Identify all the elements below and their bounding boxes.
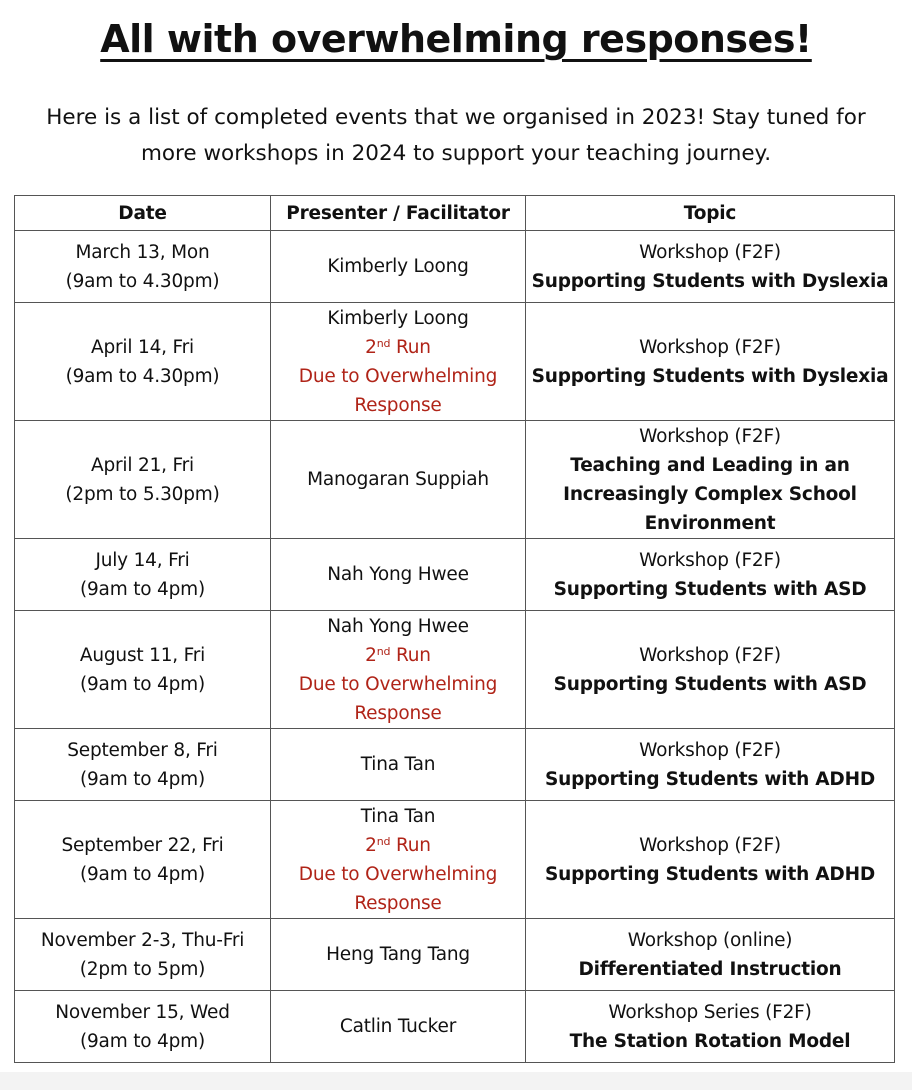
rerun-note: Due to Overwhelming [298,673,498,695]
rerun-note: Response [354,702,442,724]
table-row [15,729,895,801]
event-topic: Supporting Students with Dyslexia [531,365,889,387]
header-date: Date [15,196,271,231]
event-topic: Supporting Students with ADHD [544,768,876,790]
date-cell [15,801,271,919]
event-date: September 8, Fri [67,739,218,761]
events-table [14,195,895,1063]
event-date: November 2-3, Thu-Fri [40,929,245,951]
event-time: (9am to 4.30pm) [65,270,220,292]
rerun-label [275,831,521,860]
event-topic: Environment [644,512,776,534]
event-date: November 15, Wed [55,1001,230,1023]
event-format: Workshop (F2F) [639,739,781,761]
presenter-name: Manogaran Suppiah [307,469,489,490]
topic-cell [526,729,895,801]
topic-cell [526,231,895,303]
rerun-number: 2 [365,644,377,666]
table-row [15,539,895,611]
presenter-cell [271,729,526,801]
presenter-name: Kimberly Loong [327,307,469,329]
presenter-name: Catlin Tucker [339,1016,457,1037]
event-format: Workshop (F2F) [639,425,781,447]
table-row [15,303,895,421]
rerun-note: Response [354,892,442,914]
presenter-cell [271,231,526,303]
event-time: (9am to 4pm) [79,768,206,790]
header-topic: Topic [526,196,895,231]
event-topic: Teaching and Leading in an [570,454,850,476]
rerun-note: Response [354,394,442,416]
presenter-cell [271,611,526,729]
event-format: Workshop (online) [627,929,793,951]
table-header-row [15,196,895,231]
event-topic: Differentiated Instruction [578,958,842,980]
topic-cell [526,611,895,729]
event-format: Workshop (F2F) [639,549,781,571]
topic-cell [526,539,895,611]
event-topic: Supporting Students with Dyslexia [531,270,889,292]
rerun-word: Run [390,834,431,856]
table-row [15,801,895,919]
event-time: (9am to 4.30pm) [65,365,220,387]
event-date: July 14, Fri [95,549,190,571]
event-topic: The Station Rotation Model [569,1030,851,1052]
header-presenter: Presenter / Facilitator [271,196,526,231]
rerun-note: Due to Overwhelming [298,365,498,387]
rerun-label [275,333,521,362]
presenter-cell [271,539,526,611]
event-date: April 21, Fri [91,454,194,476]
event-date: August 11, Fri [79,644,206,666]
rerun-word: Run [390,336,431,358]
event-format: Workshop Series (F2F) [608,1001,812,1023]
event-format: Workshop (F2F) [639,336,781,358]
presenter-cell [271,919,526,991]
presenter-cell [271,303,526,421]
rerun-ordinal: nd [376,644,391,658]
event-format: Workshop (F2F) [639,834,781,856]
event-time: (2pm to 5.30pm) [65,483,220,505]
date-cell [15,303,271,421]
rerun-ordinal: nd [376,336,391,350]
table-row [15,919,895,991]
date-cell [15,421,271,539]
presenter-name: Nah Yong Hwee [327,615,469,637]
date-cell [15,729,271,801]
event-topic: Supporting Students with ASD [553,673,867,695]
rerun-note: Due to Overwhelming [298,863,498,885]
event-topic: Supporting Students with ADHD [544,863,876,885]
topic-cell [526,919,895,991]
date-cell [15,611,271,729]
topic-cell [526,303,895,421]
date-cell [15,231,271,303]
date-cell [15,991,271,1063]
event-time: (9am to 4pm) [79,863,206,885]
event-time: (9am to 4pm) [79,1030,206,1052]
topic-cell [526,801,895,919]
date-cell [15,919,271,991]
table-row [15,231,895,303]
table-row [15,421,895,539]
table-row [15,611,895,729]
presenter-name: Nah Yong Hwee [327,564,469,585]
page-bottom-edge [0,1072,912,1090]
event-date: September 22, Fri [61,834,224,856]
topic-cell [526,421,895,539]
presenter-cell [271,991,526,1063]
presenter-cell [271,801,526,919]
rerun-word: Run [390,644,431,666]
topic-cell [526,991,895,1063]
rerun-label [275,641,521,670]
presenter-name: Heng Tang Tang [326,944,470,965]
rerun-number: 2 [365,336,377,358]
presenter-name: Tina Tan [360,754,436,775]
presenter-name: Tina Tan [360,805,436,827]
page-title: All with overwhelming responses! [100,17,812,61]
event-time: (2pm to 5pm) [79,958,206,980]
presenter-cell [271,421,526,539]
event-time: (9am to 4pm) [79,578,206,600]
event-format: Workshop (F2F) [639,241,781,263]
date-cell [15,539,271,611]
event-date: March 13, Mon [75,241,210,263]
event-topic: Supporting Students with ASD [553,578,867,600]
rerun-number: 2 [365,834,377,856]
table-row [15,991,895,1063]
event-format: Workshop (F2F) [639,644,781,666]
presenter-name: Kimberly Loong [327,256,469,277]
event-time: (9am to 4pm) [79,673,206,695]
event-date: April 14, Fri [91,336,194,358]
event-topic: Increasingly Complex School [563,483,857,505]
rerun-ordinal: nd [376,834,391,848]
intro-paragraph: Here is a list of completed events that we organised in 2023! Stay tuned for more workshops in 2024 to support your teaching journey. [46,105,866,166]
